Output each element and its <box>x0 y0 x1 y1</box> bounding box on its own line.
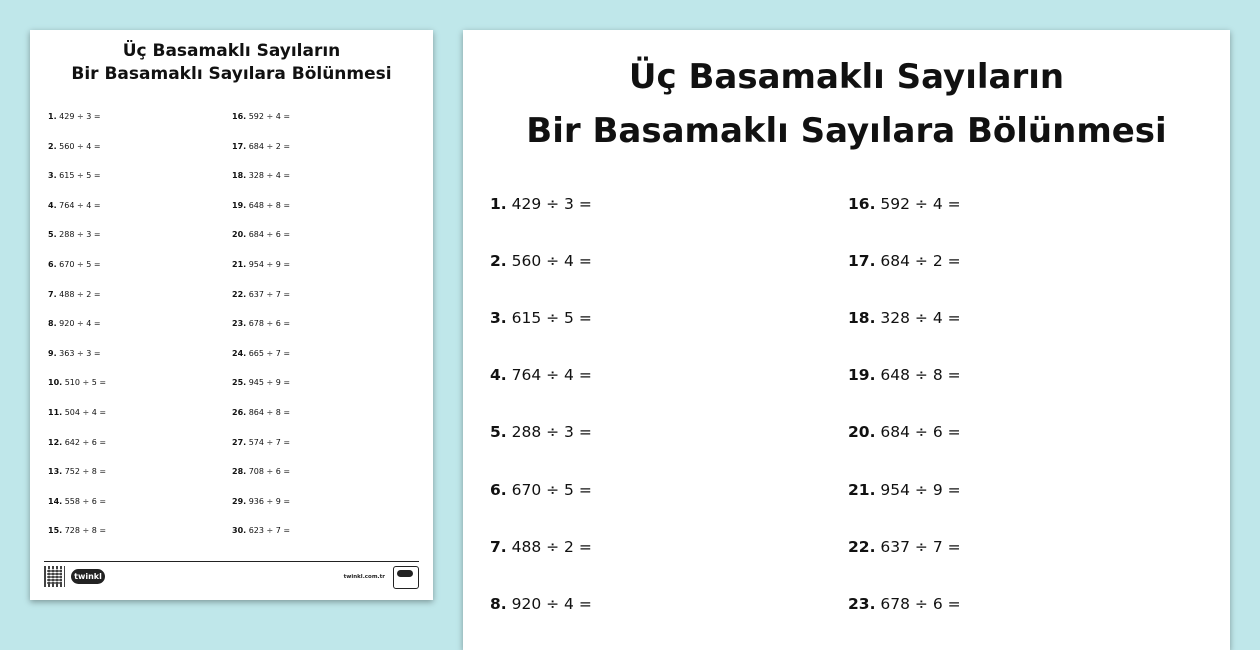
question-item <box>232 112 290 121</box>
question-item <box>48 408 106 417</box>
question-number: 18. <box>232 171 247 181</box>
question-item <box>48 378 106 387</box>
question-expression: 945 ÷ 9 = <box>248 378 291 388</box>
question-expression: 684 ÷ 2 = <box>248 141 291 151</box>
question-item <box>232 230 290 239</box>
question-item <box>48 349 101 358</box>
question-number: 7. <box>48 289 57 299</box>
question-expression: 728 ÷ 8 = <box>64 526 107 536</box>
question-expression: 708 ÷ 6 = <box>248 467 291 477</box>
footer-url: twinkl.com.tr <box>343 574 385 580</box>
question-item <box>848 366 961 384</box>
qr-code-icon <box>44 566 65 587</box>
question-item <box>48 112 101 121</box>
question-number: 8. <box>48 319 57 329</box>
question-number: 5. <box>490 423 507 442</box>
question-expression: 954 ÷ 9 = <box>248 260 291 269</box>
question-item <box>232 171 290 180</box>
question-item <box>48 230 101 239</box>
question-item <box>848 195 961 213</box>
title-line-2: Bir Basamaklı Sayılara Bölünmesi <box>71 64 392 84</box>
question-expression: 637 ÷ 7 = <box>248 289 291 299</box>
question-item <box>848 595 961 613</box>
question-expression: 558 ÷ 6 = <box>64 496 107 506</box>
title-line-1-large: Üç Basamaklı Sayıların <box>628 57 1065 97</box>
question-number: 8. <box>490 594 507 613</box>
question-expression: 648 ÷ 8 = <box>248 200 291 210</box>
worksheet-thumbnail <box>30 30 433 600</box>
question-expression: 288 ÷ 3 = <box>59 230 101 240</box>
question-number: 21. <box>848 480 876 499</box>
question-expression: 665 ÷ 7 = <box>248 348 291 358</box>
question-number: 6. <box>490 480 507 499</box>
question-number: 29. <box>232 496 247 506</box>
question-item <box>48 438 106 447</box>
title-line-1: Üç Basamaklı Sayıların <box>122 41 341 61</box>
question-number: 19. <box>848 366 876 385</box>
question-item <box>48 497 106 506</box>
question-number: 6. <box>48 260 57 269</box>
question-item <box>848 538 961 556</box>
question-item <box>848 481 961 499</box>
question-number: 2. <box>48 141 57 151</box>
question-expression: 328 ÷ 4 = <box>880 309 961 328</box>
question-expression: 510 ÷ 5 = <box>64 378 107 388</box>
question-item <box>48 171 101 180</box>
question-number: 22. <box>232 289 247 299</box>
question-number: 3. <box>48 171 57 181</box>
question-number: 27. <box>232 437 247 447</box>
question-expression: 592 ÷ 4 = <box>880 195 961 213</box>
question-item <box>232 438 290 447</box>
question-item <box>490 366 592 384</box>
question-item <box>232 319 290 328</box>
question-number: 9. <box>48 348 57 358</box>
question-item <box>232 142 290 151</box>
question-number: 23. <box>848 594 876 613</box>
question-item <box>232 290 290 299</box>
question-number: 12. <box>48 437 63 447</box>
question-expression: 642 ÷ 6 = <box>64 437 107 447</box>
question-number: 21. <box>232 260 247 269</box>
question-item <box>490 481 592 499</box>
question-number: 1. <box>48 112 57 121</box>
question-expression: 504 ÷ 4 = <box>64 408 107 417</box>
question-item <box>232 526 290 535</box>
question-number: 22. <box>848 537 876 556</box>
question-expression: 864 ÷ 8 = <box>248 408 291 417</box>
question-number: 11. <box>48 408 63 417</box>
question-expression: 429 ÷ 3 = <box>511 195 592 213</box>
question-item <box>48 319 101 328</box>
title-line-2-large: Bir Basamaklı Sayılara Bölünmesi <box>526 111 1167 151</box>
question-item <box>848 252 961 270</box>
question-expression: 670 ÷ 5 = <box>511 480 592 499</box>
question-item <box>848 423 961 441</box>
question-item <box>48 260 101 269</box>
question-expression: 592 ÷ 4 = <box>248 112 291 121</box>
question-expression: 678 ÷ 6 = <box>248 319 291 329</box>
question-number: 30. <box>232 526 247 536</box>
question-item <box>48 142 101 151</box>
question-expression: 764 ÷ 4 = <box>511 366 592 385</box>
question-number: 16. <box>232 112 247 121</box>
question-number: 26. <box>232 408 247 417</box>
question-number: 13. <box>48 467 63 477</box>
worksheet-enlarged <box>463 30 1230 650</box>
question-number: 2. <box>490 252 507 271</box>
question-number: 28. <box>232 467 247 477</box>
question-expression: 574 ÷ 7 = <box>248 437 291 447</box>
question-number: 19. <box>232 200 247 210</box>
question-expression: 615 ÷ 5 = <box>511 309 592 328</box>
worksheet-title-large <box>463 30 1230 158</box>
question-item <box>48 467 106 476</box>
question-expression: 936 ÷ 9 = <box>248 496 291 506</box>
question-expression: 684 ÷ 2 = <box>880 252 961 271</box>
question-expression: 920 ÷ 4 = <box>59 319 101 329</box>
worksheet-title <box>30 30 433 86</box>
question-item <box>490 423 592 441</box>
question-number: 10. <box>48 378 63 388</box>
question-item <box>490 595 592 613</box>
question-number: 14. <box>48 496 63 506</box>
question-number: 4. <box>490 366 507 385</box>
question-expression: 623 ÷ 7 = <box>248 526 291 536</box>
question-item <box>848 309 961 327</box>
question-expression: 648 ÷ 8 = <box>880 366 961 385</box>
question-item <box>232 378 290 387</box>
question-item <box>490 538 592 556</box>
question-number: 7. <box>490 537 507 556</box>
question-item <box>490 309 592 327</box>
question-number: 17. <box>232 141 247 151</box>
question-number: 3. <box>490 309 507 328</box>
question-number: 23. <box>232 319 247 329</box>
question-expression: 637 ÷ 7 = <box>880 537 961 556</box>
question-expression: 752 ÷ 8 = <box>64 467 107 477</box>
question-expression: 328 ÷ 4 = <box>248 171 291 181</box>
question-expression: 678 ÷ 6 = <box>880 594 961 613</box>
question-item <box>490 195 592 213</box>
question-expression: 560 ÷ 4 = <box>59 141 101 151</box>
question-number: 17. <box>848 252 876 271</box>
question-number: 16. <box>848 195 876 213</box>
twinkl-logo: twinkl <box>71 569 105 584</box>
question-item <box>48 290 101 299</box>
question-number: 4. <box>48 200 57 210</box>
question-expression: 429 ÷ 3 = <box>59 112 101 121</box>
question-item <box>232 260 290 269</box>
question-expression: 670 ÷ 5 = <box>59 260 101 269</box>
question-item <box>232 467 290 476</box>
question-expression: 560 ÷ 4 = <box>511 252 592 271</box>
question-expression: 363 ÷ 3 = <box>59 348 101 358</box>
question-expression: 920 ÷ 4 = <box>511 594 592 613</box>
question-number: 20. <box>232 230 247 240</box>
question-number: 25. <box>232 378 247 388</box>
question-item <box>490 252 592 270</box>
question-item <box>232 408 290 417</box>
question-expression: 684 ÷ 6 = <box>248 230 291 240</box>
question-item <box>232 201 290 210</box>
question-number: 20. <box>848 423 876 442</box>
question-item <box>48 201 101 210</box>
badge-icon <box>393 566 419 589</box>
question-item <box>48 526 106 535</box>
worksheet-footer <box>44 561 419 588</box>
question-number: 5. <box>48 230 57 240</box>
question-number: 18. <box>848 309 876 328</box>
question-expression: 488 ÷ 2 = <box>59 289 101 299</box>
question-expression: 954 ÷ 9 = <box>880 480 961 499</box>
question-expression: 488 ÷ 2 = <box>511 537 592 556</box>
question-item <box>232 349 290 358</box>
question-number: 1. <box>490 195 507 213</box>
question-expression: 615 ÷ 5 = <box>59 171 101 181</box>
question-expression: 764 ÷ 4 = <box>59 200 101 210</box>
question-expression: 684 ÷ 6 = <box>880 423 961 442</box>
question-expression: 288 ÷ 3 = <box>511 423 592 442</box>
question-number: 24. <box>232 348 247 358</box>
question-item <box>232 497 290 506</box>
question-number: 15. <box>48 526 63 536</box>
